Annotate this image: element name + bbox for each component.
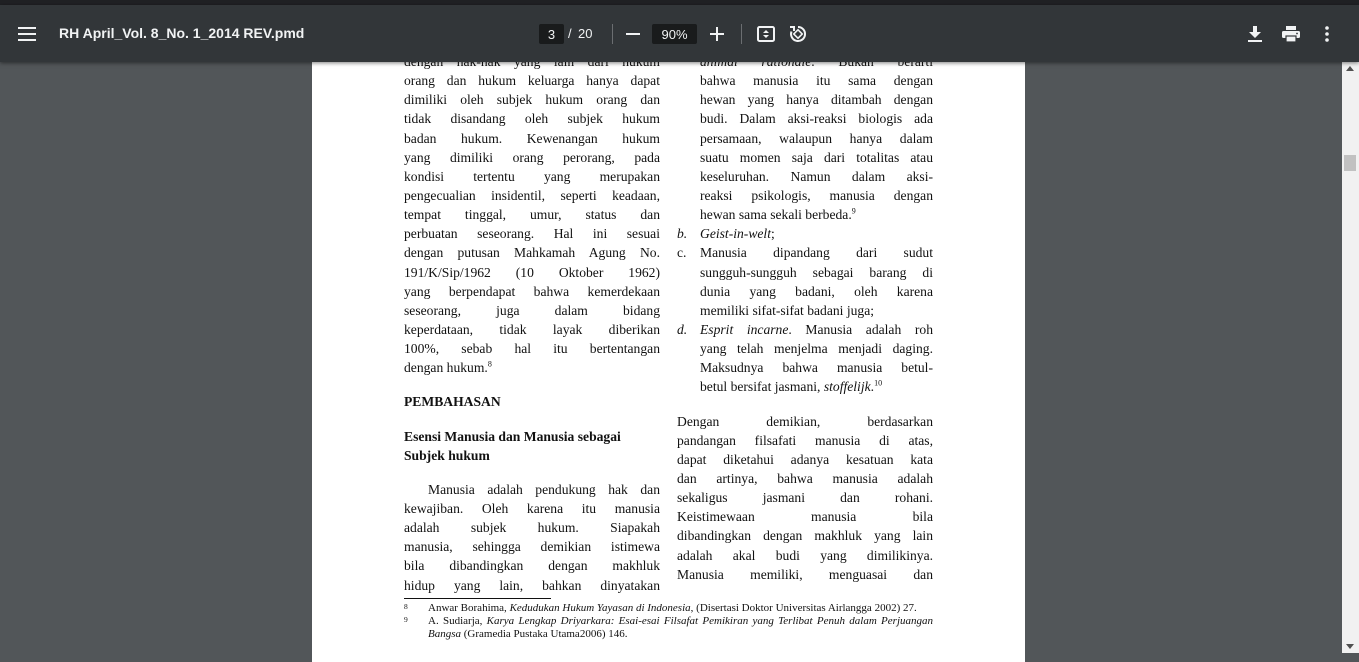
- text-line: [700, 205, 933, 224]
- text-line: hewan yang hanya ditambah dengan: [700, 92, 933, 108]
- text-line: Manusia dipandang dari sudut: [700, 245, 933, 261]
- footnotes: [404, 602, 933, 641]
- pdf-toolbar: [0, 5, 1359, 62]
- minus-icon: [626, 33, 640, 35]
- rotate-icon: [789, 25, 807, 43]
- text-line: yang telah menjelma menjadi daging.: [700, 341, 933, 357]
- text-line: 100%, sebab hal itu bertentangan: [404, 341, 660, 357]
- text-run: betul bersifat jasmani,: [700, 379, 824, 395]
- text-line: reaksi psikologis, manusia dengan: [700, 187, 933, 203]
- text-line: manusia, sehingga demikian istimewa: [404, 539, 660, 555]
- text-run: .: [870, 379, 875, 395]
- footnote-text: Karya Lengkap Driyarkara: Esai-esai Filsafat Pemikiran yang Terlibat Penuh dalam Perjuangan Bangsa: [428, 615, 933, 640]
- scroll-up-arrow-icon[interactable]: [1346, 66, 1354, 71]
- footnote-text: (Gramedia Pustaka Utama2006) 146.: [461, 628, 628, 640]
- text-line: suatu momen saja dari totalitas atau: [700, 149, 933, 165]
- list-item-a: [677, 52, 933, 224]
- footnote-ref[interactable]: 9: [851, 206, 856, 216]
- footnote-text: , (Disertasi Doktor Universitas Airlangga 2002) 27.: [690, 602, 917, 614]
- scrollbar-thumb[interactable]: [1344, 155, 1356, 171]
- footnote: [404, 615, 933, 641]
- text-run: dengan hukum.: [404, 360, 488, 376]
- text-line: dunia yang badani, oleh karena: [700, 283, 933, 299]
- list-marker: c.: [677, 245, 687, 261]
- paragraph: [677, 412, 933, 584]
- text-run: ;: [770, 226, 775, 242]
- text-line: tempat tinggal, umur, status dan: [404, 207, 660, 223]
- footnote-text: Anwar Borahima,: [428, 602, 510, 614]
- footnote-text: Kedudukan Hukum Yayasan di Indonesia: [509, 602, 691, 614]
- text-run: hewan sama sekali berbeda.: [700, 207, 852, 223]
- plus-icon: [710, 27, 724, 41]
- menu-button[interactable]: [12, 19, 42, 49]
- subsection-heading: Esensi Manusia dan Manusia sebagai: [404, 428, 621, 444]
- pdf-page: [312, 62, 1025, 662]
- footnote-ref[interactable]: 8: [487, 359, 492, 369]
- italic-term: Geist-in-welt: [700, 226, 771, 242]
- list-item-c: [677, 243, 933, 320]
- footnote-number: 9: [404, 615, 408, 624]
- text-line: dan artinya, bahwa manusia adalah: [677, 470, 933, 486]
- right-column: [677, 52, 933, 584]
- text-line: memiliki sifat-sifat badani juga;: [700, 302, 875, 318]
- zoom-in-button[interactable]: [704, 21, 730, 47]
- scroll-down-arrow-icon[interactable]: [1346, 644, 1354, 649]
- menu-icon: [18, 27, 36, 41]
- pdf-viewer-area[interactable]: [0, 62, 1342, 653]
- text-line: Keistimewaan manusia bila: [677, 509, 933, 525]
- page-total: 20: [578, 26, 593, 41]
- page-number-input[interactable]: [539, 24, 564, 44]
- text-line: Maksudnya bahwa manusia betul-: [700, 360, 933, 376]
- paragraph: [404, 480, 660, 595]
- text-line: sungguh-sungguh sebagai barang di: [700, 264, 933, 280]
- left-column: [404, 52, 660, 595]
- text-line: adalah subjek hukum. Siapakah: [404, 520, 660, 536]
- text-line: orang dan hukum keluarga hanya dapat: [404, 73, 660, 89]
- subsection-heading: Subjek hukum: [404, 447, 490, 463]
- text-line: seseorang, juga dalam bidang: [404, 302, 660, 318]
- text-line: Manusia adalah pendukung hak dan: [428, 481, 660, 497]
- text-line: tidak disandang oleh subjek hukum: [404, 111, 660, 127]
- text-line: hidup yang lain, bahkan dinyatakan: [404, 577, 660, 593]
- footnote-ref[interactable]: 10: [874, 378, 883, 388]
- text-line: budi. Dalam aksi-reaksi biologis ada: [700, 111, 933, 127]
- italic-term: Esprit incarne: [700, 321, 789, 337]
- text-line: keperdataan, tidak layak diberikan: [404, 321, 660, 337]
- text-line: dapat diketahui adanya kesatuan kata: [677, 451, 933, 467]
- text-line: Dengan demikian, berdasarkan: [677, 413, 933, 429]
- text-run: . Manusia adalah roh: [788, 321, 933, 337]
- text-line: dibandingkan dengan makhluk yang lain: [677, 528, 933, 544]
- list-item-b: [677, 224, 933, 243]
- text-line: kewajiban. Oleh karena itu manusia: [404, 500, 660, 516]
- vertical-scrollbar[interactable]: [1342, 62, 1359, 653]
- list-item-d: [677, 320, 933, 397]
- footnote: [404, 602, 933, 615]
- print-button[interactable]: [1278, 21, 1304, 47]
- rotate-button[interactable]: [785, 21, 811, 47]
- text-line: perbuatan seseorang. Hal ini sesuai: [404, 226, 660, 242]
- text-line: persamaan, walaupun hanya dalam: [700, 130, 933, 146]
- text-line: [404, 358, 660, 377]
- text-line: dengan putusan Mahkamah Agung No.: [404, 245, 660, 261]
- zoom-level-input[interactable]: [652, 24, 697, 44]
- footnote-text: A. Sudiarja,: [428, 615, 487, 627]
- footnote-rule: [404, 598, 551, 599]
- print-icon: [1282, 26, 1300, 42]
- text-line: adalah akal budi yang dimilikinya.: [677, 547, 933, 563]
- document-title: RH April_Vol. 8_No. 1_2014 REV.pmd: [59, 25, 305, 41]
- text-line: bila dibandingkan dengan makhluk: [404, 558, 660, 574]
- download-icon: [1248, 26, 1262, 42]
- footnote-number: 8: [404, 602, 408, 611]
- fit-to-page-button[interactable]: [753, 21, 779, 47]
- text-line: kondisi tertentu yang merupakan: [404, 168, 660, 184]
- paragraph: [404, 52, 660, 377]
- text-line: pandangan filsafati manusia di atas,: [677, 432, 933, 448]
- text-line: Manusia memiliki, menguasai dan: [677, 566, 933, 582]
- toolbar-divider: [741, 24, 742, 44]
- zoom-out-button[interactable]: [620, 21, 646, 47]
- text-line: yang dimiliki orang perorang, pada: [404, 149, 660, 165]
- more-actions-button[interactable]: [1314, 21, 1340, 47]
- italic-term: stoffelijk: [823, 379, 871, 395]
- text-line: sekaligus jasmani dan rohani.: [677, 490, 933, 506]
- page-separator: /: [568, 26, 572, 41]
- text-line: dimiliki oleh subjek hukum orang dan: [404, 92, 660, 108]
- section-heading: PEMBAHASAN: [404, 394, 501, 410]
- text-line: yang berpendapat bahwa kemerdekaan: [404, 283, 660, 299]
- text-line: badan hukum. Kewenangan hukum: [404, 130, 660, 146]
- text-line: pengecualian insidentil, seperti keadaan,: [404, 187, 660, 203]
- text-line: 191/K/Sip/1962 (10 Oktober 1962): [404, 264, 660, 280]
- toolbar-divider: [612, 24, 613, 44]
- text-line: keseluruhan. Namun dalam aksi-: [700, 168, 933, 184]
- download-button[interactable]: [1242, 21, 1268, 47]
- text-line: bahwa manusia itu sama dengan: [700, 73, 933, 89]
- list-marker: b.: [677, 226, 688, 242]
- more-vert-icon: [1325, 26, 1329, 42]
- list-marker: d.: [677, 321, 688, 337]
- fit-page-icon: [757, 26, 775, 42]
